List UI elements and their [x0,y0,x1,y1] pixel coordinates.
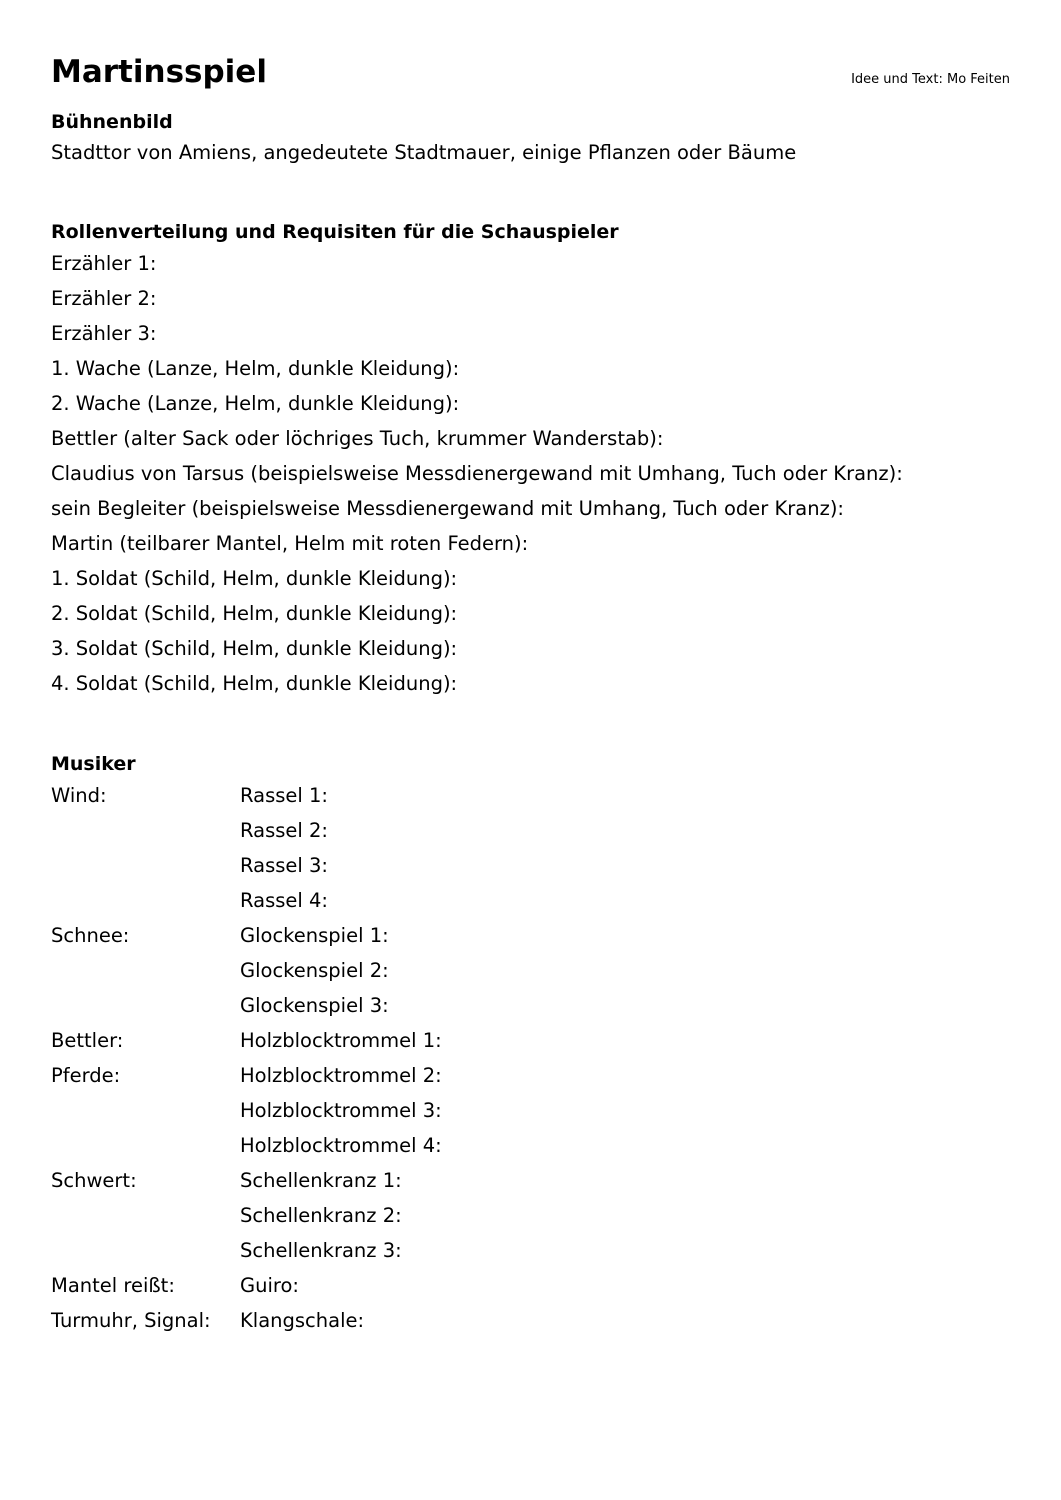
sound-label: Mantel reißt: [51,1274,175,1297]
role-item: Erzähler 2: [51,287,157,310]
sound-label: Schwert: [51,1169,137,1192]
instrument-label: Holzblocktrommel 4: [240,1134,442,1157]
role-item: 3. Soldat (Schild, Helm, dunkle Kleidung): [51,637,458,660]
sound-label [51,988,240,1023]
role-item: Martin (teilbarer Mantel, Helm mit roten Federn): [51,532,529,555]
musician-row [51,953,442,988]
sound-label [51,953,240,988]
musician-row [51,1058,442,1093]
musician-row [51,1163,442,1198]
musician-row [51,1023,442,1058]
sound-label [51,883,240,918]
sound-label: Pferde: [51,1064,121,1087]
role-item: Erzähler 3: [51,322,157,345]
musician-row [51,1128,442,1163]
sound-label [51,1198,240,1233]
instrument-label: Rassel 3: [240,854,328,877]
sound-label [51,848,240,883]
role-item: Erzähler 1: [51,252,157,275]
instrument-label: Schellenkranz 1: [240,1169,402,1192]
role-item: 2. Wache (Lanze, Helm, dunkle Kleidung): [51,392,460,415]
instrument-label: Klangschale: [240,1309,365,1332]
sound-label: Turmuhr, Signal: [51,1309,211,1332]
musician-row [51,1198,442,1233]
instrument-label: Guiro: [240,1274,299,1297]
role-item: 2. Soldat (Schild, Helm, dunkle Kleidung): [51,602,458,625]
roles-list [51,246,903,701]
instrument-label: Glockenspiel 2: [240,959,389,982]
musician-row [51,883,442,918]
page-title: Martinsspiel [51,54,267,90]
role-item: sein Begleiter (beispielsweise Messdienergewand mit Umhang, Tuch oder Kranz): [51,497,844,520]
musician-row [51,988,442,1023]
instrument-label: Schellenkranz 2: [240,1204,402,1227]
instrument-label: Holzblocktrommel 2: [240,1064,442,1087]
instrument-label: Holzblocktrommel 3: [240,1099,442,1122]
instrument-label: Schellenkranz 3: [240,1239,402,1262]
musician-row [51,1303,442,1338]
roles-heading: Rollenverteilung und Requisiten für die Schauspieler [51,221,619,243]
instrument-label: Rassel 1: [240,784,328,807]
role-item: 1. Wache (Lanze, Helm, dunkle Kleidung): [51,357,460,380]
author-credit: Idee und Text: Mo Feiten [851,72,1010,87]
sound-label: Bettler: [51,1029,124,1052]
musician-row [51,778,442,813]
role-item: Claudius von Tarsus (beispielsweise Messdienergewand mit Umhang, Tuch oder Kranz): [51,462,903,485]
sound-label [51,1233,240,1268]
sound-label: Wind: [51,784,107,807]
musicians-table [51,778,442,1338]
musician-row [51,1268,442,1303]
instrument-label: Rassel 4: [240,889,328,912]
instrument-label: Holzblocktrommel 1: [240,1029,442,1052]
role-item: 4. Soldat (Schild, Helm, dunkle Kleidung): [51,672,458,695]
instrument-label: Rassel 2: [240,819,328,842]
role-item: 1. Soldat (Schild, Helm, dunkle Kleidung): [51,567,458,590]
role-item: Bettler (alter Sack oder löchriges Tuch, krummer Wanderstab): [51,427,664,450]
musician-row [51,1233,442,1268]
sound-label [51,813,240,848]
musicians-heading: Musiker [51,753,136,775]
instrument-label: Glockenspiel 3: [240,994,389,1017]
musician-row [51,1093,442,1128]
stage-description: Stadttor von Amiens, angedeutete Stadtmauer, einige Pflanzen oder Bäume [51,141,797,164]
instrument-label: Glockenspiel 1: [240,924,389,947]
sound-label [51,1093,240,1128]
sound-label: Schnee: [51,924,130,947]
sound-label [51,1128,240,1163]
stage-heading: Bühnenbild [51,111,173,133]
musician-row [51,813,442,848]
musician-row [51,918,442,953]
musician-row [51,848,442,883]
